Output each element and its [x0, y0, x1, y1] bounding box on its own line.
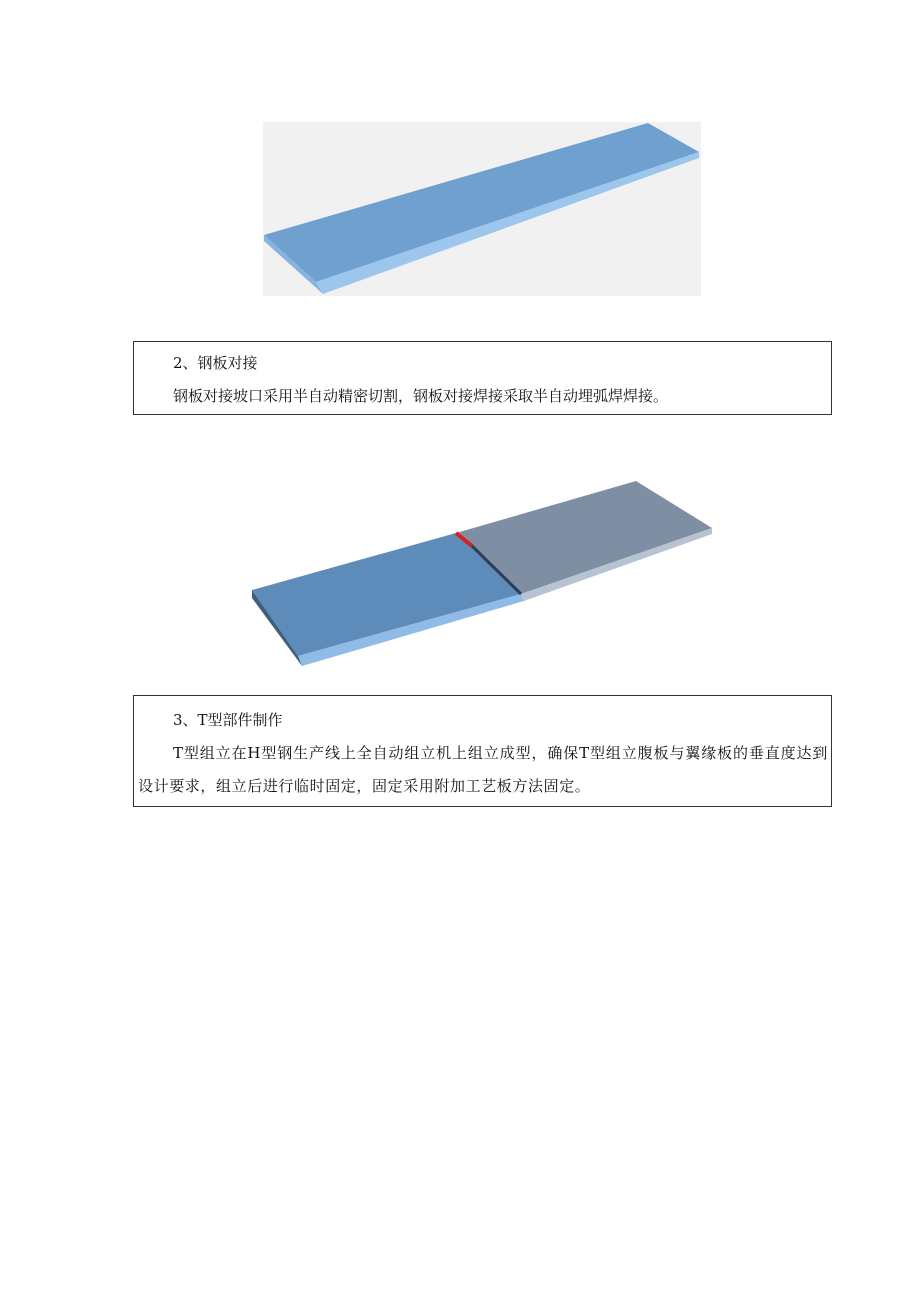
butt-joint-illustration: [246, 476, 716, 672]
section-heading: 2、钢板对接: [173, 354, 258, 372]
section-heading: 3、T型部件制作: [173, 711, 283, 729]
steel-plate-figure: [263, 122, 701, 296]
section-body: 钢板对接坡口采用半自动精密切割，钢板对接焊接采取半自动埋弧焊焊接。: [173, 387, 669, 405]
steel-plate-illustration: [263, 122, 701, 296]
section-body: T型组立在H型钢生产线上全自动组立机上组立成型，确保T型组立腹板与翼缘板的垂直度达到设计要求，组立后进行临时固定，固定采用附加工艺板方法固定。: [138, 744, 828, 795]
section-steel-plate-butt-joint: [133, 341, 832, 415]
butt-joint-figure: [246, 476, 716, 672]
section-t-member-fabrication: [133, 695, 832, 807]
plate-top-surface: [264, 123, 699, 282]
